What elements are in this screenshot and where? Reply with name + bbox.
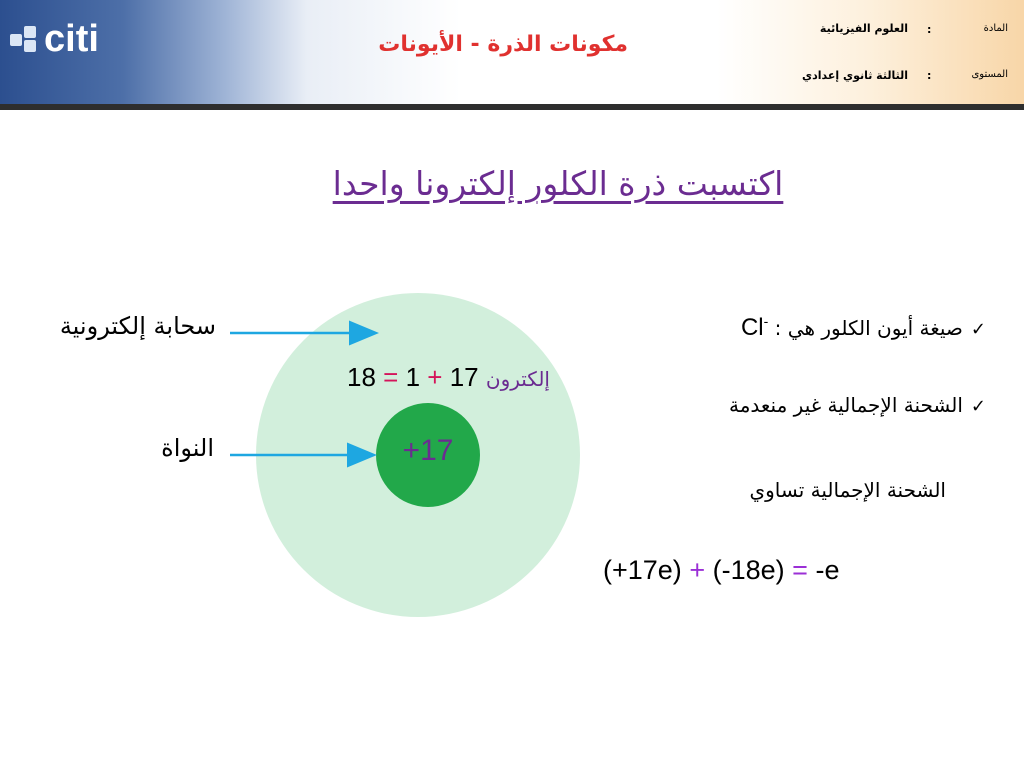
plus-sign: + (427, 362, 443, 392)
check-icon: ✓ (970, 396, 986, 417)
eq-plus: + (689, 555, 706, 585)
charge-equation (603, 555, 839, 586)
eq-result: -e (815, 555, 840, 585)
electron-count-formula (282, 362, 550, 393)
bullet-ion-formula (741, 313, 986, 342)
slide-title: مكونات الذرة - الأيونات (378, 32, 628, 57)
added-electrons: 1 (405, 362, 421, 392)
nucleus-charge: +17 (402, 434, 454, 467)
subject-label: المادة (983, 23, 1008, 34)
subject-separator: : (927, 23, 932, 36)
total-charge-line: الشحنة الإجمالية تساوي (749, 478, 946, 502)
eq-equals: = (792, 555, 808, 585)
level-label: المستوى (971, 69, 1008, 80)
ion-charge-superscript: - (763, 313, 769, 329)
eq-term2: (-18e) (712, 555, 785, 585)
eq-term1: (+17e) (603, 555, 682, 585)
level-separator: : (927, 69, 932, 82)
logo-text: citi (44, 18, 99, 60)
equals-sign: = (383, 362, 399, 392)
level-value: الثالثة ثانوي إعدادي (802, 69, 908, 82)
check-icon: ✓ (970, 319, 986, 340)
original-electrons: 17 (449, 362, 479, 392)
nucleus-label: النواة (161, 434, 214, 462)
ion-formula-text: صيغة أيون الكلور هي : (774, 316, 963, 340)
slide-subtitle: اكتسبت ذرة الكلور إلكترونا واحدا (332, 164, 784, 203)
cloud-label: سحابة إلكترونية (59, 312, 216, 340)
ion-symbol (741, 314, 768, 341)
total-electrons: 18 (347, 362, 376, 392)
ion-symbol-text: Cl (740, 314, 764, 341)
electron-word: إلكترون (485, 367, 550, 391)
subject-value: العلوم الفيزيائية (819, 22, 908, 35)
bullet-charge-nonzero (729, 393, 986, 417)
charge-nonzero-text: الشحنة الإجمالية غير منعدمة (728, 393, 963, 417)
